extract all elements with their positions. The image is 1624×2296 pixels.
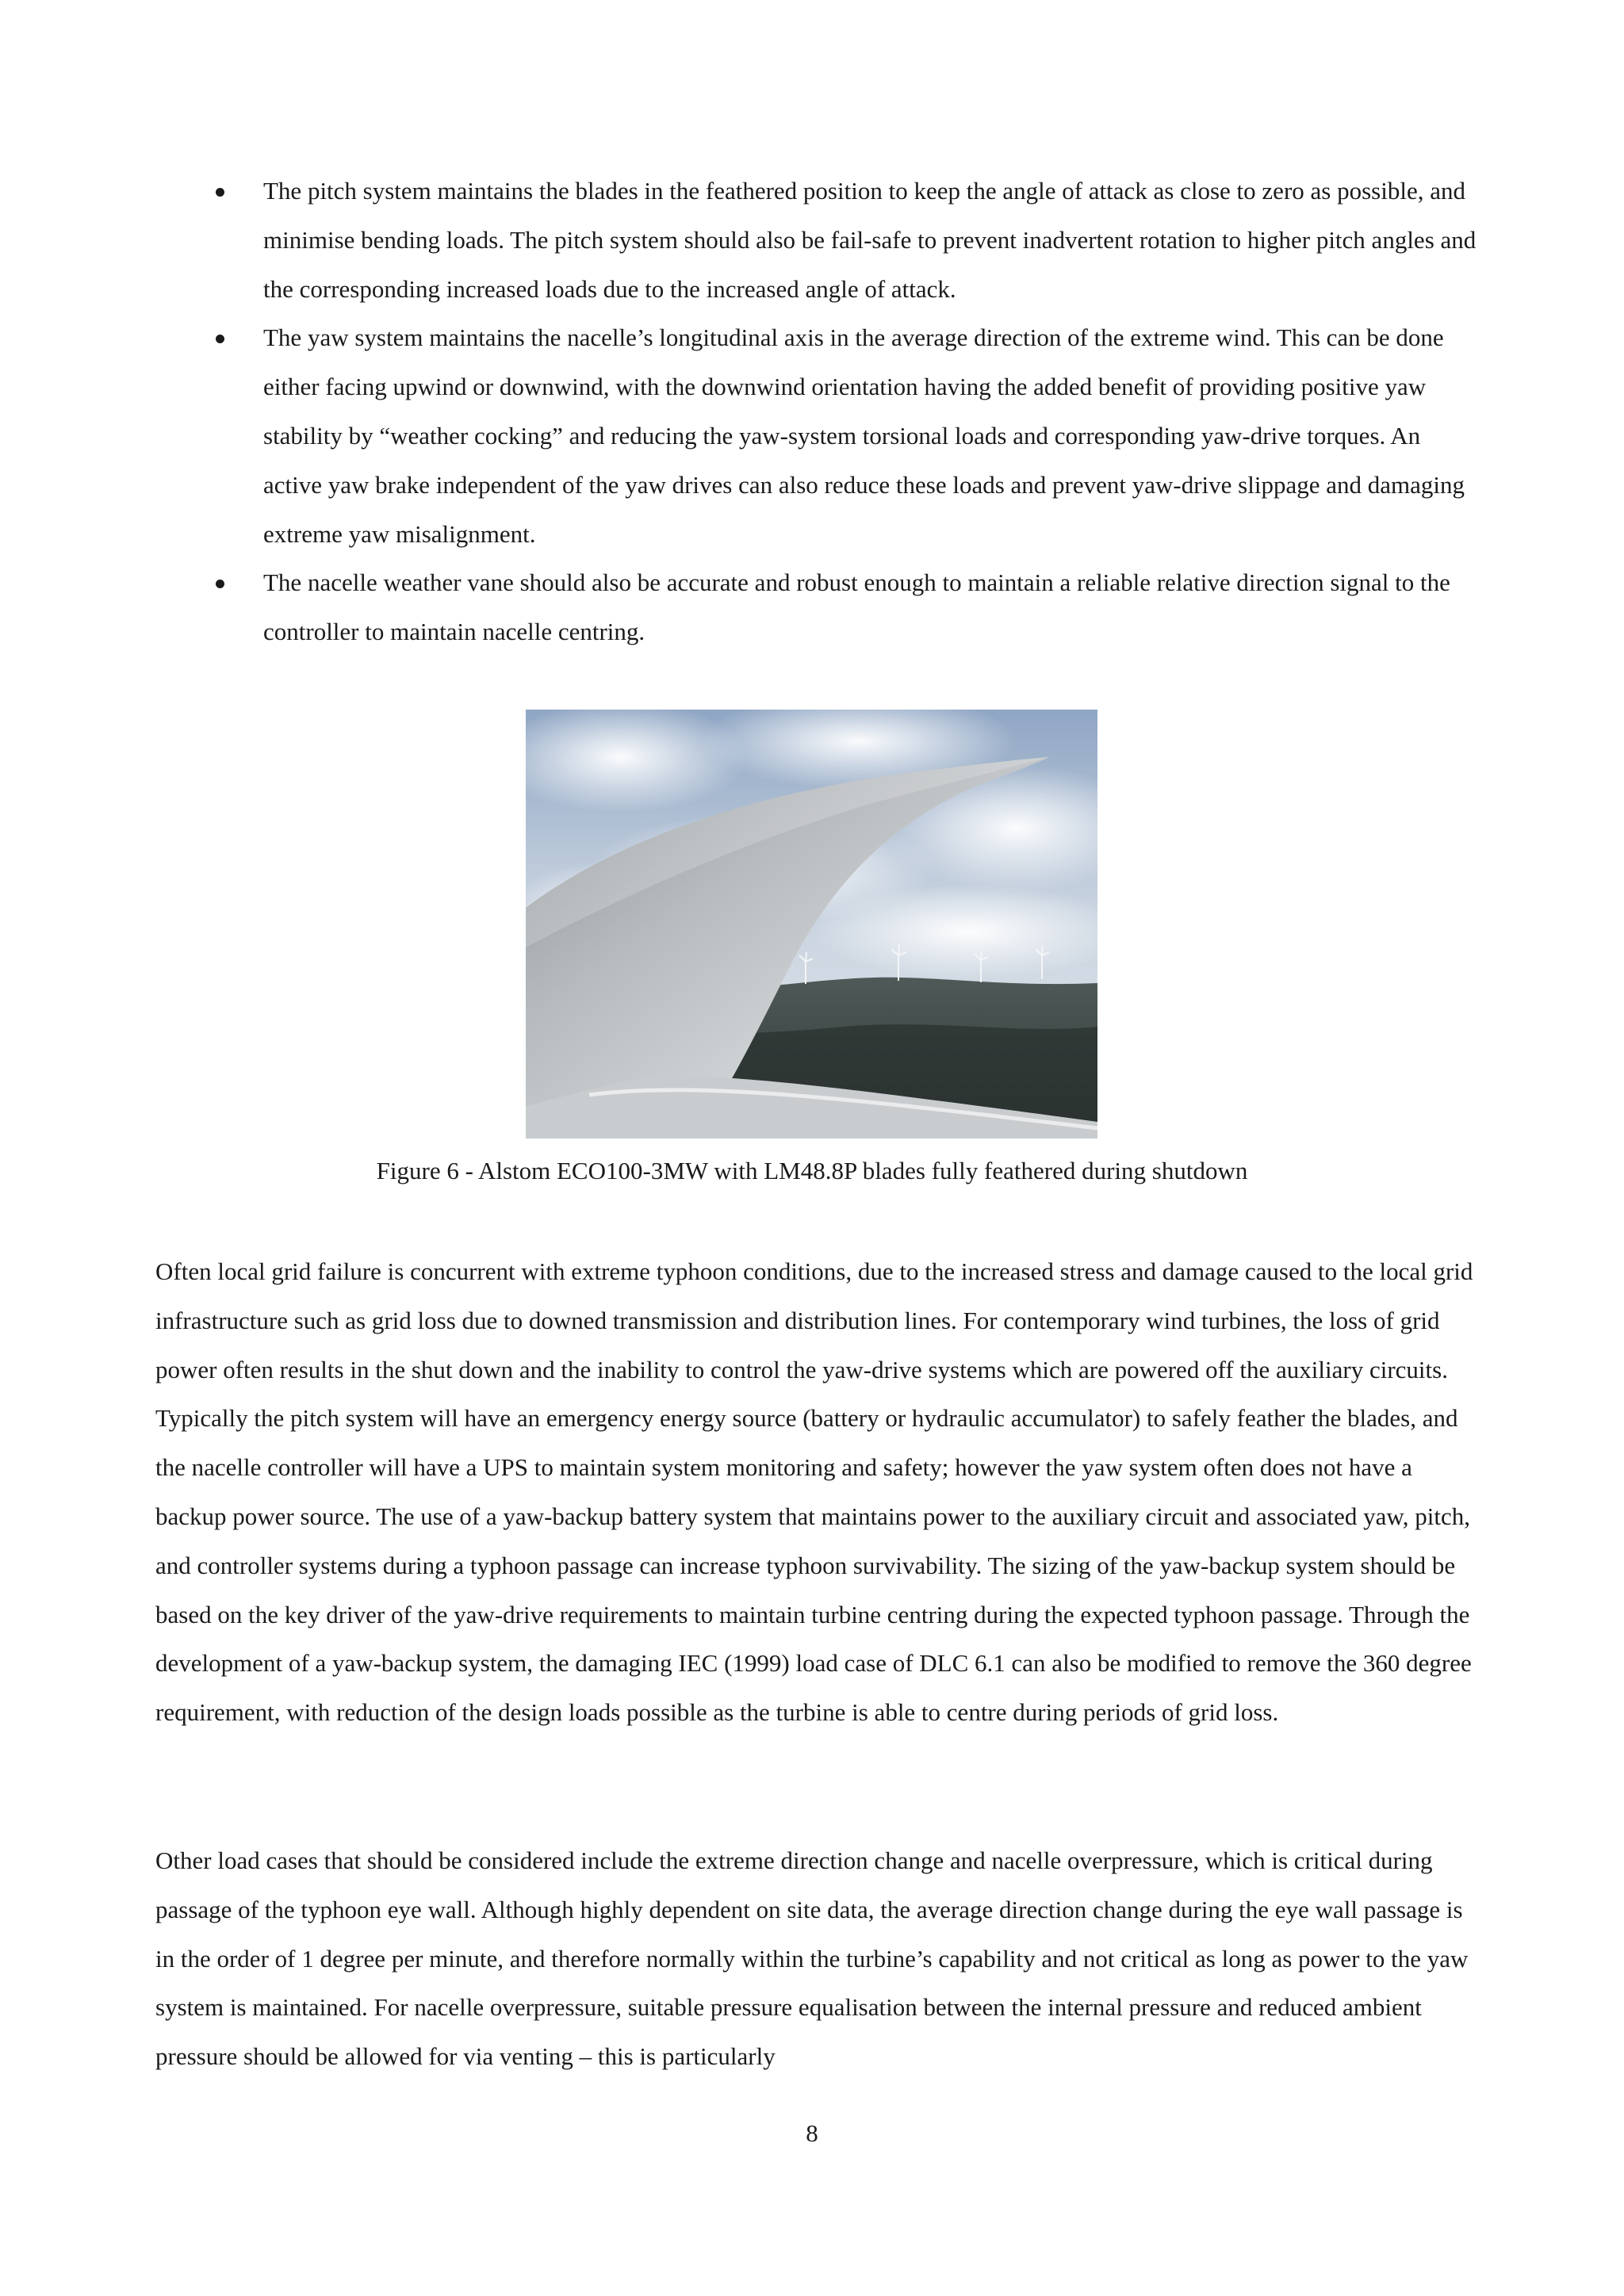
blade-photo-illustration (526, 710, 1097, 1138)
paragraph-other-load-cases: Other load cases that should be considered include the extreme direction change and nacelle overpressure, which is critical during passage of the typhoon eye wall. Although highly dependent on site data, the average direction change during the eye wall passage is in the order of 1 degree per minute, and therefore normally within the turbine’s capability and not critical as long as power to the yaw system is maintained. For nacelle overpressure, suitable pressure equalisation between the internal pressure and reduced ambient pressure should be allowed for via venting – this is particularly (155, 1846, 1469, 2071)
bullet-dot-icon (216, 335, 224, 343)
bullet-item-pitch-system (155, 166, 1480, 313)
bullet-item-yaw-system (155, 313, 1480, 558)
bullet-list (155, 166, 1480, 656)
bullet-dot-icon (216, 188, 224, 197)
bullet-text: The pitch system maintains the blades in the feathered position to keep the angle of attack as close to zero as possible, and minimise bending loads. The pitch system should also be fail-safe to prevent inadvertent rotation to higher pitch angles and the corresponding increased loads due to the increased angle of attack. (263, 177, 1477, 303)
bullet-dot-icon (216, 580, 224, 588)
page-number: 8 (806, 2119, 818, 2147)
paragraph-grid-failure: Often local grid failure is concurrent with extreme typhoon conditions, due to the increased stress and damage caused to the local grid infrastructure such as grid loss due to downed transmission and distribution lines. For contemporary wind turbines, the loss of grid power often results in the shut down and the inability to control the yaw-drive systems which are powered off the auxiliary circuits. Typically the pitch system will have an emergency energy source (battery or hydraulic accumulator) to safely feather the blades, and the nacelle controller will have a UPS to maintain system monitoring and safety; however the yaw system often does not have a backup power source. The use of a yaw-backup battery system that maintains power to the auxiliary circuit and associated yaw, pitch, and controller systems during a typhoon passage can increase typhoon survivability. The sizing of the yaw-backup system should be based on the key driver of the yaw-drive requirements to maintain turbine centring during the expected typhoon passage. Through the development of a yaw-backup system, the damaging IEC (1999) load case of DLC 6.1 can also be modified to remove the 360 degree requirement, with reduction of the design loads possible as the turbine is able to centre during periods of grid loss. (155, 1257, 1473, 1727)
bullet-item-weather-vane (155, 558, 1480, 656)
figure-caption: Figure 6 - Alstom ECO100-3MW with LM48.8P blades fully feathered during shutdown (376, 1157, 1248, 1184)
figure-wind-turbine-blade-photo (526, 710, 1097, 1138)
bullet-text: The nacelle weather vane should also be accurate and robust enough to maintain a reliable relative direction signal to the controller to maintain nacelle centring. (263, 568, 1450, 646)
bullet-text: The yaw system maintains the nacelle’s longitudinal axis in the average direction of the extreme wind. This can be done either facing upwind or downwind, with the downwind orientation having the added benefit of providing positive yaw stability by “weather cocking” and reducing the yaw-system torsional loads and corresponding yaw-drive torques. An active yaw brake independent of the yaw drives can also reduce these loads and prevent yaw-drive slippage and damaging extreme yaw misalignment. (263, 323, 1465, 548)
